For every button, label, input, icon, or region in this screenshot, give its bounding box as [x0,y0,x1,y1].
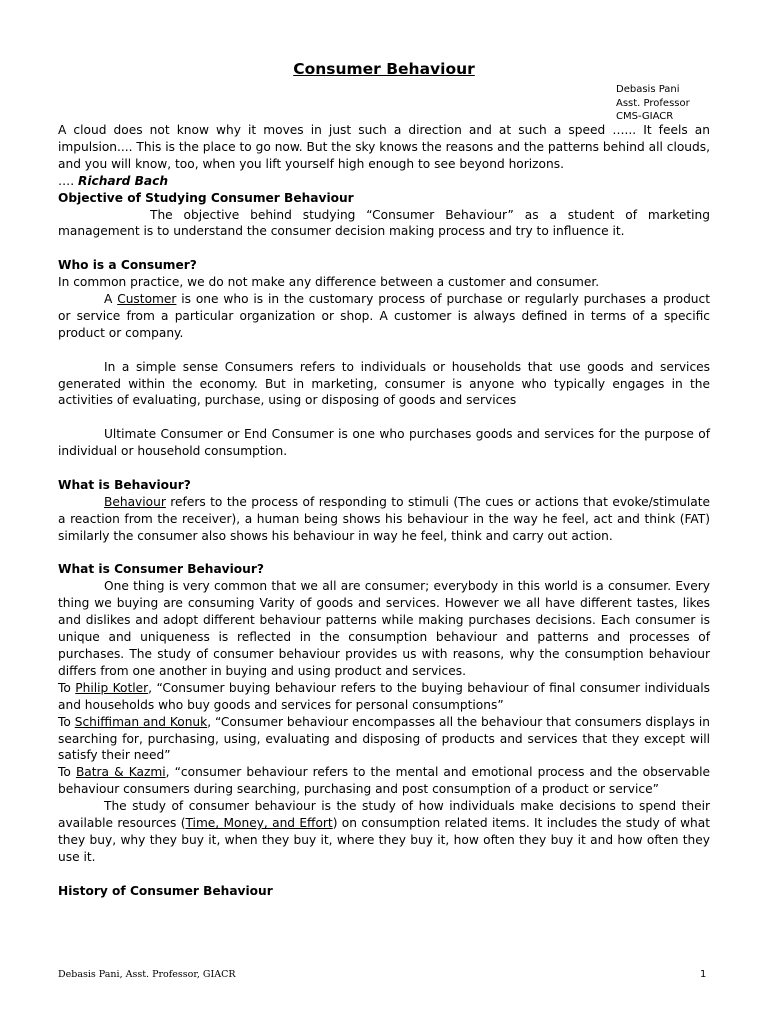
kotler-definition [58,680,710,714]
author-block [616,83,690,124]
kotler-pre: To [58,680,76,695]
batra-pre: To [58,765,76,780]
consumer-behaviour-paragraph-1: One thing is very common that we all are consumer; everybody in this world is a consumer. Every thing we buying are consuming Varity of goods and services. However we all have different tastes, likes and dislikes and adopt different behaviour patterns while making purchases decisions. Each consumer is unique and uniqueness is reflected in the consumption behaviour and patterns and processes of purchases. The study of consumer behaviour provides us with reasons, why the consumption behaviour differs from one another in buying and using product and services. [58,579,710,678]
last-pre: The study of consumer behaviour is the study of how individuals make decisions to spend their available resources ( [58,799,710,831]
history-heading: History of Consumer Behaviour [58,883,273,898]
footer-author: Debasis Pani, Asst. Professor, GIACR [58,969,236,980]
behaviour-post: refers to the process of responding to stimuli (The cues or actions that evoke/stimulate a reaction from the receiver), a human being shows his behaviour in the way he feel, act and think (FAT) similarly the consumer also shows his behaviour in way he feel, think and carry out action. [58,494,710,543]
author-role: Asst. Professor [616,97,690,109]
last-post: ) on consumption related items. It includes the study of what they buy, why they buy it, when they buy it, where they buy it, how often they buy it and how often they use it. [58,816,711,864]
who-heading: Who is a Consumer? [58,258,197,273]
schiffman-definition [58,714,710,765]
who-paragraph-4: Ultimate Consumer or End Consumer is one who purchases goods and services for the purpose of individual or household consumption. [58,427,710,459]
behaviour-heading: What is Behaviour? [58,477,191,492]
who-p2-pre: A [104,292,118,307]
who-paragraph-2 [58,291,710,342]
batra-name: Batra & Kazmi [75,765,166,780]
who-paragraph-3: In a simple sense Consumers refers to individuals or households that use goods and services generated within the economy. But in marketing, consumer is anyone who typically engages in the activities of evaluating, purchase, using or disposing of goods and services [58,359,710,408]
objective-heading: Objective of Studying Consumer Behaviour [58,190,354,205]
quote-attribution-prefix: …. [58,173,78,188]
page-title: Consumer Behaviour [293,60,475,78]
schiff-name: Schiffiman and Konuk [74,714,208,729]
author-name: Debasis Pani [616,84,680,95]
behaviour-paragraph [58,494,710,545]
behaviour-term: Behaviour [104,494,166,509]
page-number: 1 [700,969,707,980]
quote-text: A cloud does not know why it moves in just such a direction and at such a speed …... It feels an impulsion.... This is the place to go now. But the sky knows the reasons and the patterns behind all clouds, and you will know, too, when you lift yourself high enough to see beyond horizons. [58,123,710,171]
schiff-post: , “Consumer behaviour encompasses all the behaviour that consumers displays in searching for, purchasing, using, evaluating and disposing of products and services that they except will satisfy their need” [58,714,710,763]
quote-attribution [58,173,710,190]
document-body [58,122,710,900]
quote-author: Richard Bach [77,173,169,188]
customer-term: Customer [117,292,177,307]
resources-term: Time, Money, and Effort [185,816,333,831]
who-p2-post: is one who is in the customary process of purchase or regularly purchases a product or service from a particular organization or shop. A customer is always defined in terms of a specific product or company. [58,292,711,340]
consumer-behaviour-heading: What is Consumer Behaviour? [58,562,264,577]
who-paragraph-1: In common practice, we do not make any difference between a customer and consumer. [58,275,600,290]
kotler-post: , “Consumer buying behaviour refers to the buying behaviour of final consumer individuals and households who buy goods and services for personal consumptions” [58,680,711,712]
batra-post: , “consumer behaviour refers to the mental and emotional process and the observable behaviour consumers during searching, purchasing and post consumption of a product or service” [58,765,711,797]
schiff-pre: To [58,714,75,729]
objective-paragraph: The objective behind studying “Consumer Behaviour” as a student of marketing management is to understand the consumer decision making process and try to influence it. [58,207,710,239]
author-org: CMS-GIACR [616,111,674,122]
kotler-name: Philip Kotler [75,680,149,695]
batra-definition [58,764,710,798]
consumer-behaviour-paragraph-last [58,798,710,866]
